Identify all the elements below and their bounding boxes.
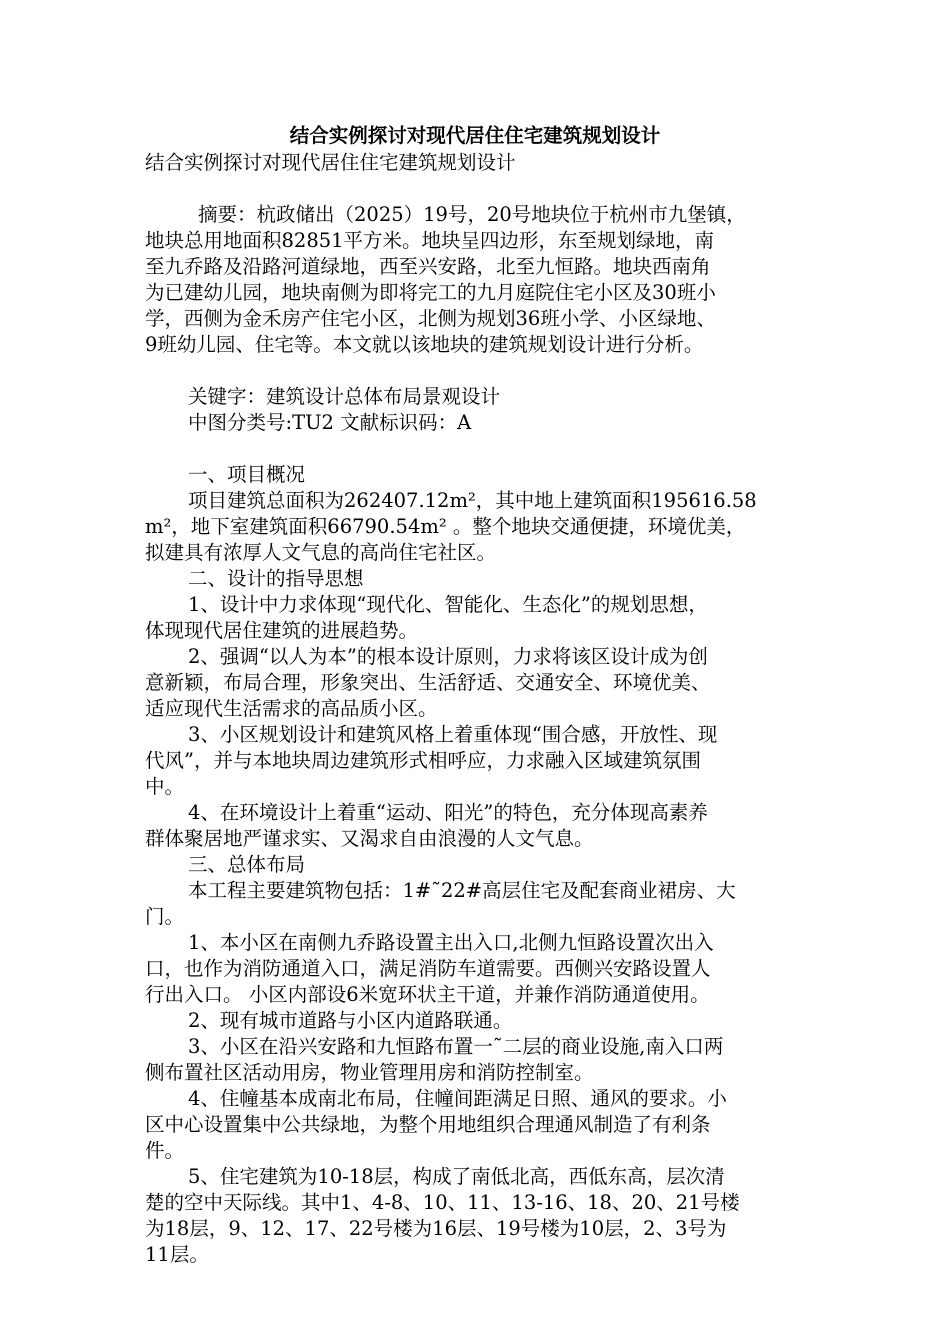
- body-line: 1、设计中力求体现“现代化、智能化、生态化”的规划思想，: [188, 593, 708, 616]
- body-line: 件。: [145, 1139, 185, 1162]
- classification-line: 中图分类号:TU2 文献标识码：A: [188, 411, 472, 434]
- body-line: 群体聚居地严谨求实、又渴求自由浪漫的人文气息。: [145, 827, 594, 850]
- abstract-line: 9班幼儿园、住宅等。本文就以该地块的建筑规划设计进行分析。: [145, 333, 704, 356]
- body-line: 区中心设置集中公共绿地，为整个用地组织合理通风制造了有利条: [145, 1113, 711, 1136]
- body-line: 5、住宅建筑为10-18层，构成了南低北高，西低东高，层次清: [188, 1165, 725, 1188]
- body-line: m²，地下室建筑面积66790.54m² 。整个地块交通便捷，环境优美，: [145, 515, 746, 538]
- body-line: 2、现有城市道路与小区内道路联通。: [188, 1009, 513, 1032]
- body-line: 4、住幢基本成南北布局，住幢间距满足日照、通风的要求。小: [188, 1087, 727, 1110]
- body-line: 侧布置社区活动用房，物业管理用房和消防控制室。: [145, 1061, 594, 1084]
- body-line: 口，也作为消防通道入口，满足消防车道需要。西侧兴安路设置人: [145, 957, 711, 980]
- abstract-line: 摘要：杭政储出（2025）19号，20号地块位于杭州市九堡镇，: [198, 203, 746, 226]
- body-line: 4、在环境设计上着重“运动、阳光”的特色，充分体现高素养: [188, 801, 708, 824]
- section-heading: 一、项目概况: [188, 463, 306, 486]
- body-line: 3、小区规划设计和建筑风格上着重体现“围合感，开放性、现: [188, 723, 718, 746]
- body-line: 3、小区在沿兴安路和九恒路布置一˜二层的商业设施,南入口两: [188, 1035, 724, 1058]
- body-line: 拟建具有浓厚人文气息的高尚住宅社区。: [145, 541, 497, 564]
- body-line: 2、强调“以人为本”的根本设计原则，力求将该区设计成为创: [188, 645, 708, 668]
- body-line: 1、本小区在南侧九乔路设置主出入口,北侧九恒路设置次出入: [188, 931, 714, 954]
- body-line: 行出入口。 小区内部设6米宽环状主干道，并兼作消防通道使用。: [145, 983, 710, 1006]
- body-line: 门。: [145, 905, 185, 928]
- body-line: 项目建筑总面积为262407.12m²，其中地上建筑面积195616.58: [188, 489, 757, 512]
- body-line: 为18层，9、12、17、22号楼为16层、19号楼为10层，2、3号为: [145, 1217, 727, 1240]
- abstract-line: 至九乔路及沿路河道绿地，西至兴安路，北至九恒路。地块西南角: [145, 255, 711, 278]
- section-heading: 二、设计的指导思想: [188, 567, 364, 590]
- document-subtitle: 结合实例探讨对现代居住住宅建筑规划设计: [145, 151, 516, 174]
- section-heading: 三、总体布局: [188, 853, 306, 876]
- body-line: 适应现代生活需求的高品质小区。: [145, 697, 438, 720]
- body-line: 意新颖，布局合理，形象突出、生活舒适、交通安全、环境优美、: [145, 671, 711, 694]
- body-line: 本工程主要建筑物包括：1#˜22#高层住宅及配套商业裙房、大: [188, 879, 736, 902]
- body-line: 代风”，并与本地块周边建筑形式相呼应，力求融入区域建筑氛围: [145, 749, 701, 772]
- abstract-line: 学，西侧为金禾房产住宅小区，北侧为规划36班小学、小区绿地、: [145, 307, 716, 330]
- body-line: 体现现代居住建筑的进展趋势。: [145, 619, 419, 642]
- document-title: 结合实例探讨对现代居住住宅建筑规划设计: [289, 124, 661, 147]
- keywords-line: 关键字：建筑设计总体布局景观设计: [188, 385, 501, 408]
- abstract-line: 为已建幼儿园，地块南侧为即将完工的九月庭院住宅小区及30班小: [145, 281, 716, 304]
- body-line: 楚的空中天际线。其中1、4-8、10、11、13-16、18、20、21号楼: [145, 1191, 740, 1214]
- body-line: 中。: [145, 775, 185, 798]
- abstract-line: 地块总用地面积82851平方米。地块呈四边形，东至规划绿地，南: [145, 229, 715, 252]
- body-line: 11层。: [145, 1243, 209, 1266]
